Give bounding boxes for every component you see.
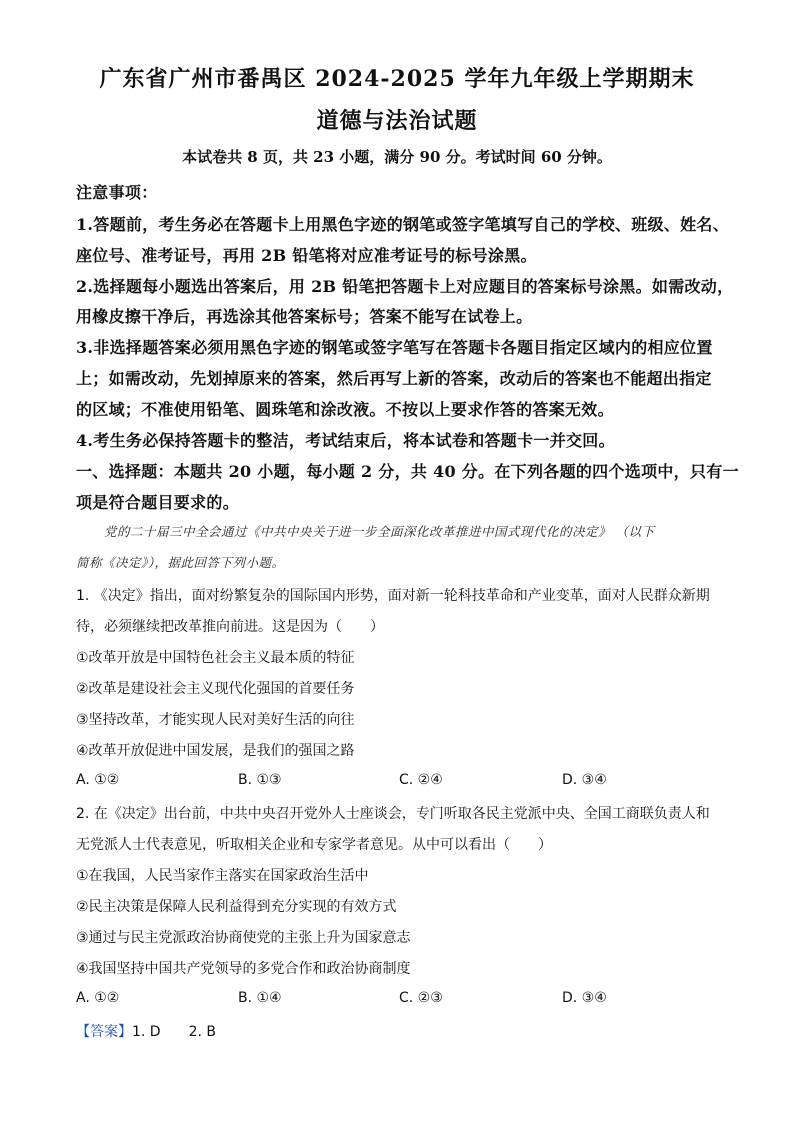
question-2-stem: 2. 在《决定》出台前，中共中央召开党外人士座谈会，专门听取各民主党派中央、全国工商联负责人和 xyxy=(76,806,710,822)
notice-line: 的区域；不准使用铅笔、圆珠笔和涂改液。不按以上要求作答的答案无效。 xyxy=(76,400,614,419)
question-1-option-d: D. ③④ xyxy=(562,772,607,788)
question-2-statement: ②民主决策是保障人民利益得到充分实现的有效方式 xyxy=(76,899,397,915)
exam-info: 本试卷共 8 页，共 23 小题，满分 90 分。考试时间 60 分钟。 xyxy=(182,148,612,166)
material-text-cont: 简称《决定》），据此回答下列小题。 xyxy=(76,555,285,570)
question-1-statement: ③坚持改革，才能实现人民对美好生活的向往 xyxy=(76,712,355,728)
question-1-statement: ④改革开放促进中国发展，是我们的强国之路 xyxy=(76,743,355,759)
question-1-option-b: B. ①③ xyxy=(238,772,282,788)
notice-line: 4.考生务必保持答题卡的整洁，考试结束后，将本试卷和答题卡一并交回。 xyxy=(76,431,615,450)
question-1-stem-cont: 待，必须继续把改革推向前进。这是因为（ ） xyxy=(76,619,384,635)
notice-line: 用橡皮擦干净后，再选涂其他答案标号；答案不能写在试卷上。 xyxy=(76,307,533,326)
exam-subject: 道德与法治试题 xyxy=(316,108,478,134)
notice-line: 2.选择题每小题选出答案后，用 2B 铅笔把答题卡上对应题目的答案标号涂黑。如需改动， xyxy=(76,277,734,296)
question-1-option-a: A. ①② xyxy=(76,772,120,788)
notice-heading: 注意事项： xyxy=(76,183,158,202)
question-2-option-a: A. ①② xyxy=(76,990,120,1006)
question-1-statement: ②改革是建设社会主义现代化强国的首要任务 xyxy=(76,681,355,697)
exam-title: 广东省广州市番禺区 2024-2025 学年九年级上学期期末 xyxy=(99,66,695,92)
question-1-statement: ①改革开放是中国特色社会主义最本质的特征 xyxy=(76,650,355,666)
material-text: 党的二十届三中全会通过《中共中央关于进一步全面深化改革推进中国式现代化的决定》 （以下 xyxy=(104,524,655,539)
answer-line xyxy=(76,1021,216,1041)
question-1-option-c: C. ②④ xyxy=(399,772,443,788)
section-heading: 一、选择题：本题共 20 小题，每小题 2 分，共 40 分。在下列各题的四个选项中，只有一 xyxy=(76,462,739,481)
notice-line: 上；如需改动，先划掉原来的答案，然后再写上新的答案，改动后的答案也不能超出指定 xyxy=(76,369,712,388)
notice-line: 座位号、准考证号，再用 2B 铅笔将对应准考证号的标号涂黑。 xyxy=(76,246,537,265)
question-1-stem: 1. 《决定》指出，面对纷繁复杂的国际国内形势，面对新一轮科技革命和产业变革，面对人民群众新期 xyxy=(76,588,710,604)
question-2-statement: ④我国坚持中国共产党领导的多党合作和政治协商制度 xyxy=(76,961,411,977)
question-2-option-c: C. ②③ xyxy=(399,990,443,1006)
notice-line: 1.答题前，考生务必在答题卡上用黑色字迹的钢笔或签字笔填写自己的学校、班级、姓名、 xyxy=(76,215,730,234)
question-2-statement: ③通过与民主党派政治协商使党的主张上升为国家意志 xyxy=(76,930,411,946)
question-2-option-b: B. ①④ xyxy=(238,990,282,1006)
question-2-option-d: D. ③④ xyxy=(562,990,607,1006)
answer-values: 1. D 2. B xyxy=(132,1024,216,1040)
question-2-stem-cont: 无党派人士代表意见，听取相关企业和专家学者意见。从中可以看出（ ） xyxy=(76,837,552,853)
notice-line: 3.非选择题答案必须用黑色字迹的钢笔或签字笔写在答题卡各题目指定区域内的相应位置 xyxy=(76,338,713,357)
question-2-statement: ①在我国，人民当家作主落实在国家政治生活中 xyxy=(76,868,369,884)
answer-tag: 【答案】 xyxy=(76,1024,132,1040)
section-heading-cont: 项是符合题目要求的。 xyxy=(76,493,240,512)
